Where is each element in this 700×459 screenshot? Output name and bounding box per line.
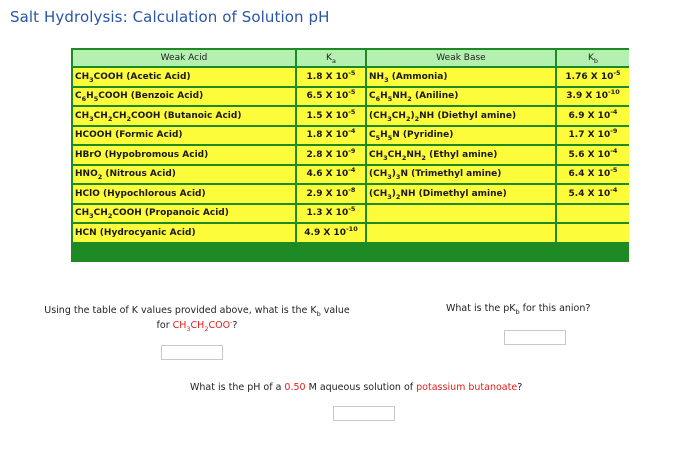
header-kb: $K_b$ [557, 50, 629, 66]
base-cell: $NH_3$ (Ammonia) [367, 68, 555, 86]
ka-cell: 4.6 X $10^{-4}$ [297, 166, 365, 184]
ka-cell: 2.8 X $10^{-9}$ [297, 146, 365, 164]
question-ph: What is the pH of a 0.50 M aqueous solution of potassium butanoate? [190, 382, 523, 393]
anion-formula: $CH_3CH_2COO^-$ [172, 317, 233, 333]
table-row [73, 68, 629, 86]
base-cell: $(CH_3)_3N$ (Trimethyl amine) [367, 166, 555, 184]
acid-cell: $CH_3CH_2CH_2COOH$ (Butanoic Acid) [73, 107, 295, 125]
acid-cell: HCOOH (Formic Acid) [73, 127, 295, 145]
table-row [73, 224, 629, 242]
kb-cell [557, 224, 629, 242]
acid-cell: HClO (Hypochlorous Acid) [73, 185, 295, 203]
base-cell: $C_5H_5N$ (Pyridine) [367, 127, 555, 145]
question-pkb: What is the $pK_b$ for this anion? [446, 303, 591, 316]
acid-cell: $CH_3COOH$ (Acetic Acid) [73, 68, 295, 86]
kb-answer-input[interactable] [161, 345, 223, 360]
table-row [73, 127, 629, 145]
pkb-answer-input[interactable] [504, 330, 566, 345]
constants-table [71, 48, 629, 262]
ka-cell: 1.8 X $10^{-5}$ [297, 68, 365, 86]
ka-cell: 6.5 X $10^{-5}$ [297, 88, 365, 106]
base-cell: $C_6H_5NH_2$ (Aniline) [367, 88, 555, 106]
kb-cell: 5.6 X $10^{-4}$ [557, 146, 629, 164]
ka-cell: 2.9 X $10^{-8}$ [297, 185, 365, 203]
base-cell: $(CH_3)_2NH$ (Dimethyl amine) [367, 185, 555, 203]
question-kb-line2: for $CH_3CH_2COO^-$? [156, 317, 238, 333]
base-cell [367, 205, 555, 223]
kb-cell [557, 205, 629, 223]
header-ka: $K_a$ [297, 50, 365, 66]
kb-cell: 5.4 X $10^{-4}$ [557, 185, 629, 203]
table-row [73, 166, 629, 184]
kb-cell: 1.7 X $10^{-9}$ [557, 127, 629, 145]
ka-cell: 1.5 X $10^{-5}$ [297, 107, 365, 125]
kb-cell: 3.9 X $10^{-10}$ [557, 88, 629, 106]
base-cell: $(CH_3CH_2)_2NH$ (Diethyl amine) [367, 107, 555, 125]
page-title: Salt Hydrolysis: Calculation of Solution pH [10, 8, 330, 26]
base-cell: $CH_3CH_2NH_2$ (Ethyl amine) [367, 146, 555, 164]
kb-cell: 6.9 X $10^{-4}$ [557, 107, 629, 125]
ka-cell: 1.3 X $10^{-5}$ [297, 205, 365, 223]
ka-cell: 1.8 X $10^{-4}$ [297, 127, 365, 145]
concentration-value: 0.50 [284, 382, 306, 393]
question-kb-value [32, 303, 362, 333]
kb-cell: 1.76 X $10^{-5}$ [557, 68, 629, 86]
header-weak-acid: Weak Acid [73, 50, 295, 66]
ka-kb-table [71, 48, 631, 244]
salt-name: potassium butanoate [416, 382, 518, 393]
ph-answer-input[interactable] [333, 406, 395, 421]
acid-cell: $CH_3CH_2COOH$ (Propanoic Acid) [73, 205, 295, 223]
table-row [73, 205, 629, 223]
table-row [73, 185, 629, 203]
table-row [73, 107, 629, 125]
table-row [73, 88, 629, 106]
header-weak-base: Weak Base [367, 50, 555, 66]
acid-cell: $HNO_2$ (Nitrous Acid) [73, 166, 295, 184]
acid-cell: $C_6H_5COOH$ (Benzoic Acid) [73, 88, 295, 106]
kb-cell: 6.4 X $10^{-5}$ [557, 166, 629, 184]
table-header-row [73, 50, 629, 66]
acid-cell: HCN (Hydrocyanic Acid) [73, 224, 295, 242]
acid-cell: HBrO (Hypobromous Acid) [73, 146, 295, 164]
question-kb-line1: Using the table of K values provided above, what is the $K_b$ value [44, 305, 350, 318]
table-row [73, 146, 629, 164]
ka-cell: 4.9 X $10^{-10}$ [297, 224, 365, 242]
base-cell [367, 224, 555, 242]
